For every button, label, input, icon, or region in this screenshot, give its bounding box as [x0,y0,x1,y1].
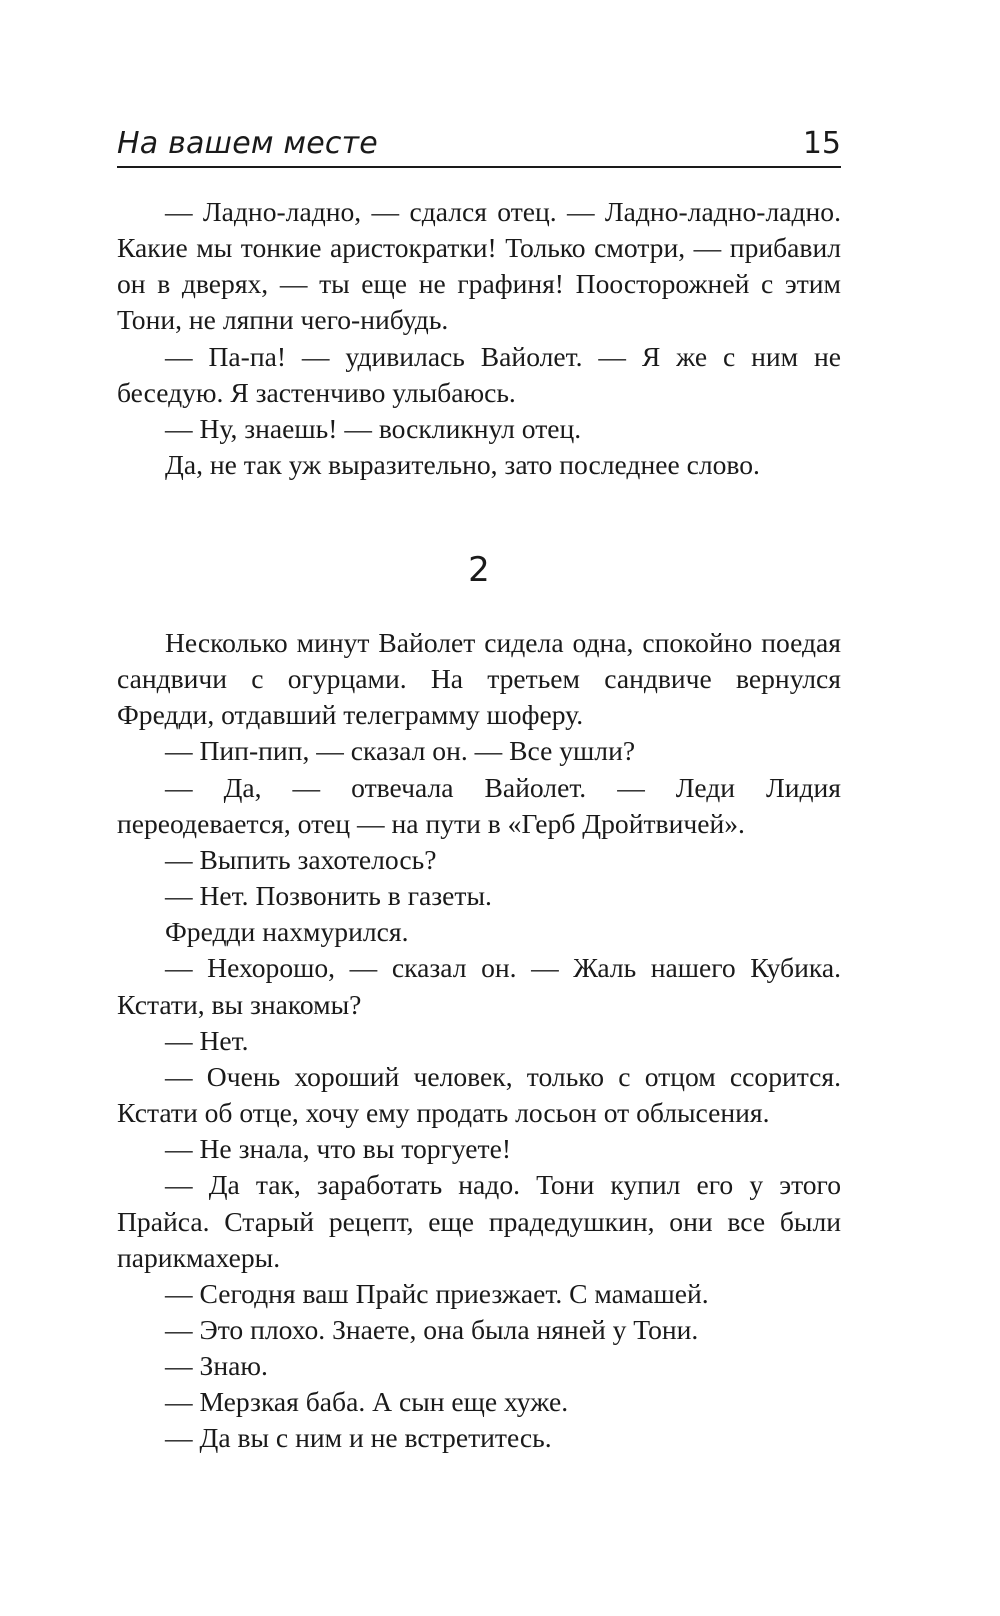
running-header [117,118,841,168]
chapter-number: 2 [468,550,490,590]
paragraph: — Мерзкая баба. А сын еще хуже. [165,1386,569,1418]
text-section-2 [117,625,841,1457]
paragraph: — Нет. [165,1024,249,1056]
paragraph: Несколько минут Вайолет сидела одна, спокойно поедая сандвичи с огурцами. На третьем сандвиче вернулся Фредди, отдавший телеграмму шоферу. [117,627,841,731]
paragraph: — Па-па! — удивилась Вайолет. — Я же с ним не беседую. Я застенчиво улыбаюсь. [117,340,841,408]
text-section-1 [117,194,841,483]
paragraph: — Сегодня ваш Прайс приезжает. С мамашей. [165,1277,709,1309]
paragraph: Фредди нахмурился. [165,916,409,948]
running-title: На вашем месте [117,126,378,161]
paragraph: — Очень хороший человек, только с отцом ссорится. Кстати об отце, хочу ему продать лосьон от облысения. [117,1060,841,1129]
paragraph: — Нет. Позвонить в газеты. [165,880,492,912]
paragraph: — Это плохо. Знаете, она была няней у Тони. [165,1313,699,1345]
paragraph: — Выпить захотелось? [165,843,437,875]
paragraph: — Знаю. [165,1350,268,1382]
paragraph: — Нехорошо, — сказал он. — Жаль нашего Кубика. Кстати, вы знакомы? [117,952,841,1020]
paragraph: — Да так, заработать надо. Тони купил его у этого Прайса. Старый рецепт, еще прадедушкин, они все были парикмахеры. [117,1169,841,1273]
book-page [117,0,841,1616]
paragraph: — Ладно-ладно, — сдался отец. — Ладно-ладно-ладно. Какие мы тонкие аристократки! Только смотри, — прибавил он в дверях, — ты еще не графиня! Поосторожней с этим Тони, не ляпни чего-нибудь. [117,196,841,336]
paragraph: — Пип-пип, — сказал он. — Все ушли? [165,735,636,767]
paragraph: — Не знала, что вы торгуете! [165,1133,512,1165]
page-number: 15 [802,126,841,161]
paragraph: Да, не так уж выразительно, зато последнее слово. [165,449,760,481]
paragraph: — Да, — отвечала Вайолет. — Леди Лидия переодевается, отец — на пути в «Герб Дройтвичей». [117,771,841,839]
paragraph: — Да вы с ним и не встретитесь. [165,1422,552,1454]
paragraph: — Ну, знаешь! — воскликнул отец. [165,412,582,444]
